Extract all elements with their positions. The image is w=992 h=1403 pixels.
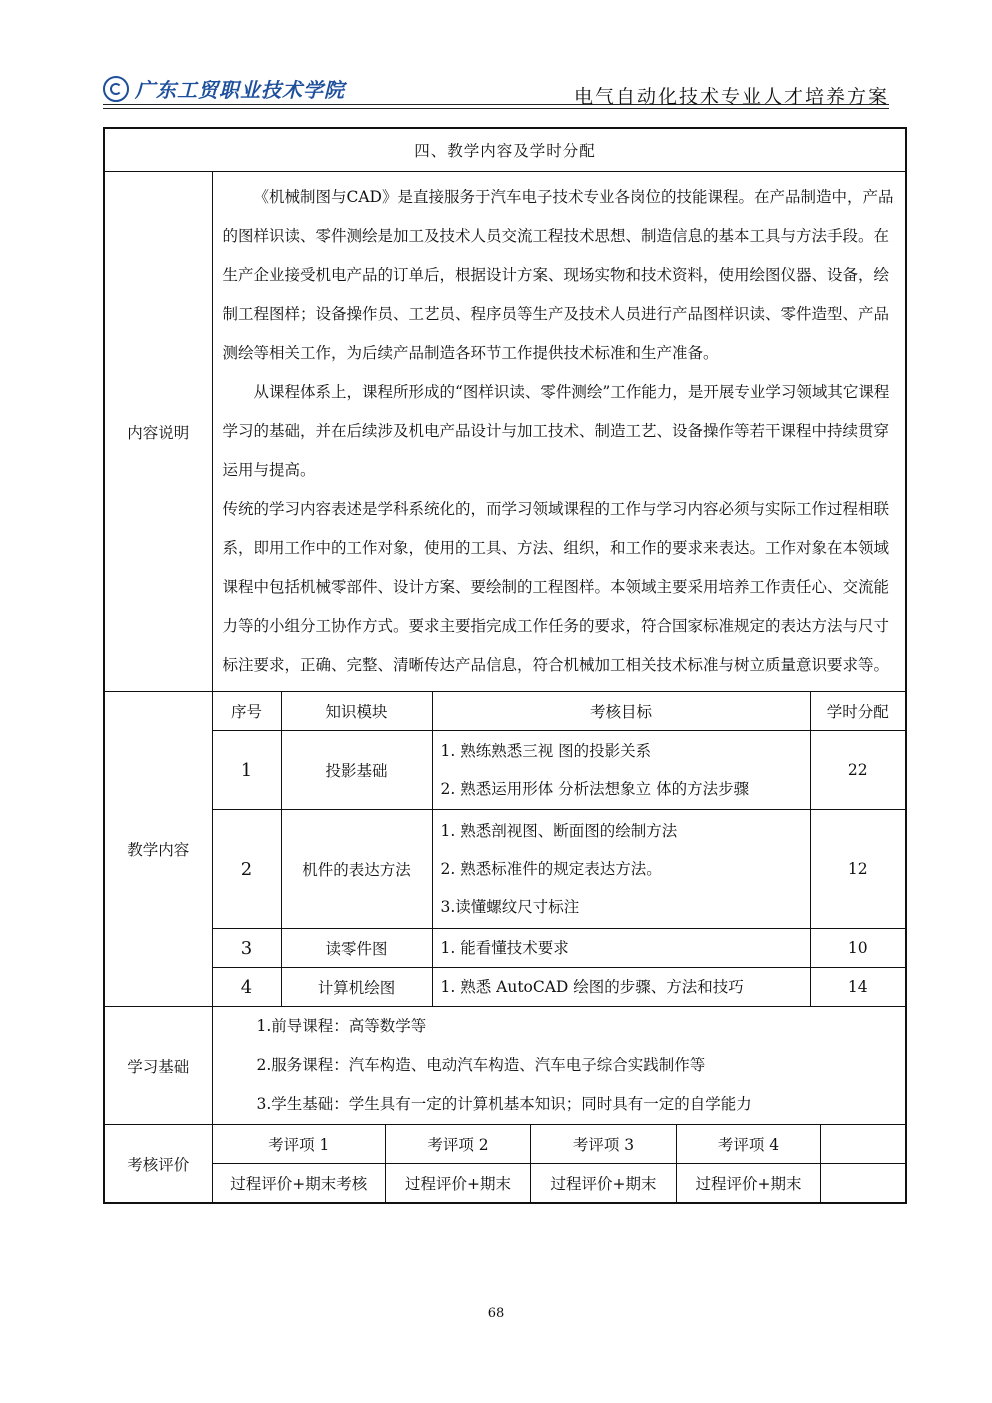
- header-rule: [103, 104, 889, 105]
- goal-item: 1. 熟悉 AutoCAD 绘图的步骤、方法和技巧: [440, 978, 744, 996]
- section-title: 四、教学内容及学时分配: [104, 128, 906, 172]
- goal-item: 2. 熟悉运用形体 分析法想象立 体的方法步骤: [440, 780, 750, 798]
- row-goals: [432, 968, 810, 1007]
- table-row: [104, 968, 906, 1007]
- basis-item: 2.服务课程：汽车构造、电动汽车构造、汽车电子综合实践制作等: [256, 1056, 706, 1074]
- row-no: 3: [212, 929, 281, 968]
- goal-item: 3.读懂螺纹尺寸标注: [440, 898, 580, 916]
- row-hours: 14: [810, 968, 906, 1007]
- goal-item: 1. 熟悉剖视图、断面图的绘制方法: [440, 822, 678, 840]
- content-para-3: 传统的学习内容表述是学科系统化的，而学习领域课程的工作与学习内容必须与实际工作过程相联系，即用工作中的工作对象，使用的工具、方法、组织，和工作的要求来表达。工作对象在本领域课程中包括机械零部件、设计方案、要绘制的工程图样。本领域主要采用培养工作责任心、交流能力等的小组分工协作方式。要求主要指完成工作任务的要求，符合国家标准规定的表达方法与尺寸标注要求，正确、完整、清晰传达产品信息，符合机械加工相关技术标准与树立质量意识要求等。: [222, 500, 890, 674]
- document-title: 电气自动化技术专业人才培养方案: [573, 86, 889, 108]
- page-number: 68: [487, 1306, 505, 1321]
- assessment-item: [821, 1125, 907, 1164]
- row-no: 2: [212, 810, 281, 929]
- page-header: [103, 68, 889, 108]
- assessment-item: 考评项 2: [386, 1125, 531, 1164]
- row-hours: 10: [810, 929, 906, 968]
- row-goals: [432, 929, 810, 968]
- row-hours: 12: [810, 810, 906, 929]
- assessment-method: 过程评价+期末: [531, 1164, 677, 1203]
- assessment-item: 考评项 4: [677, 1125, 821, 1164]
- content-para-1: 《机械制图与CAD》是直接服务于汽车电子技术专业各岗位的技能课程。在产品制造中，产品的图样识读、零件测绘是加工及技术人员交流工程技术思想、制造信息的基本工具与方法手段。在生产企业接受机电产品的订单后，根据设计方案、现场实物和技术资料，使用绘图仪器、设备，绘制工程图样；设备操作员、工艺员、程序员等生产及技术人员进行产品图样识读、零件造型、产品测绘等相关工作，为后续产品制造各环节工作提供技术标准和生产准备。: [222, 188, 894, 362]
- goal-item: 2. 熟悉标准件的规定表达方法。: [440, 860, 662, 878]
- goal-item: 1. 熟练熟悉三视 图的投影关系: [440, 742, 652, 760]
- assessment-table: [213, 1125, 907, 1202]
- goal-item: 1. 能看懂技术要求: [440, 939, 569, 957]
- assessment-item: 考评项 3: [531, 1125, 677, 1164]
- assessment-method: 过程评价+期末: [677, 1164, 821, 1203]
- row-no: 4: [212, 968, 281, 1007]
- content-desc-label: 内容说明: [104, 172, 212, 692]
- row-module: 机件的表达方法: [281, 810, 432, 929]
- col-header-module: 知识模块: [281, 692, 432, 731]
- row-goals: [432, 810, 810, 929]
- col-header-hours: 学时分配: [810, 692, 906, 731]
- row-module: 读零件图: [281, 929, 432, 968]
- table-row: [104, 810, 906, 929]
- row-module: 计算机绘图: [281, 968, 432, 1007]
- table-row: [104, 929, 906, 968]
- basis-body: [212, 1007, 906, 1125]
- assessment-method: 过程评价+期末考核: [213, 1164, 386, 1203]
- row-goals: [432, 731, 810, 810]
- assessment-method: 过程评价+期末: [386, 1164, 531, 1203]
- basis-label: 学习基础: [104, 1007, 212, 1125]
- basis-item: 3.学生基础：学生具有一定的计算机基本知识；同时具有一定的自学能力: [256, 1095, 752, 1113]
- row-module: 投影基础: [281, 731, 432, 810]
- content-desc-body: [212, 172, 906, 692]
- row-no: 1: [212, 731, 281, 810]
- school-name: 广东工贸职业技术学院: [135, 78, 345, 102]
- basis-item: 1.前导课程：高等数学等: [256, 1017, 427, 1035]
- row-hours: 22: [810, 731, 906, 810]
- course-table: [103, 127, 907, 1204]
- assessment-label: 考核评价: [104, 1125, 212, 1204]
- table-row: [104, 731, 906, 810]
- col-header-no: 序号: [212, 692, 281, 731]
- school-logo: [103, 74, 345, 103]
- assessment-item: 考评项 1: [213, 1125, 386, 1164]
- assessment-method: [821, 1164, 907, 1203]
- school-emblem-icon: [103, 76, 129, 102]
- content-para-2: 从课程体系上，课程所形成的“图样识读、零件测绘”工作能力，是开展专业学习领域其它课程学习的基础，并在后续涉及机电产品设计与加工技术、制造工艺、设备操作等若干课程中持续贯穿运用与提高。: [222, 383, 890, 479]
- col-header-goal: 考核目标: [432, 692, 810, 731]
- assessment-grid: [212, 1125, 906, 1204]
- teaching-label: 教学内容: [104, 692, 212, 1007]
- header-rule-thin: [103, 108, 889, 109]
